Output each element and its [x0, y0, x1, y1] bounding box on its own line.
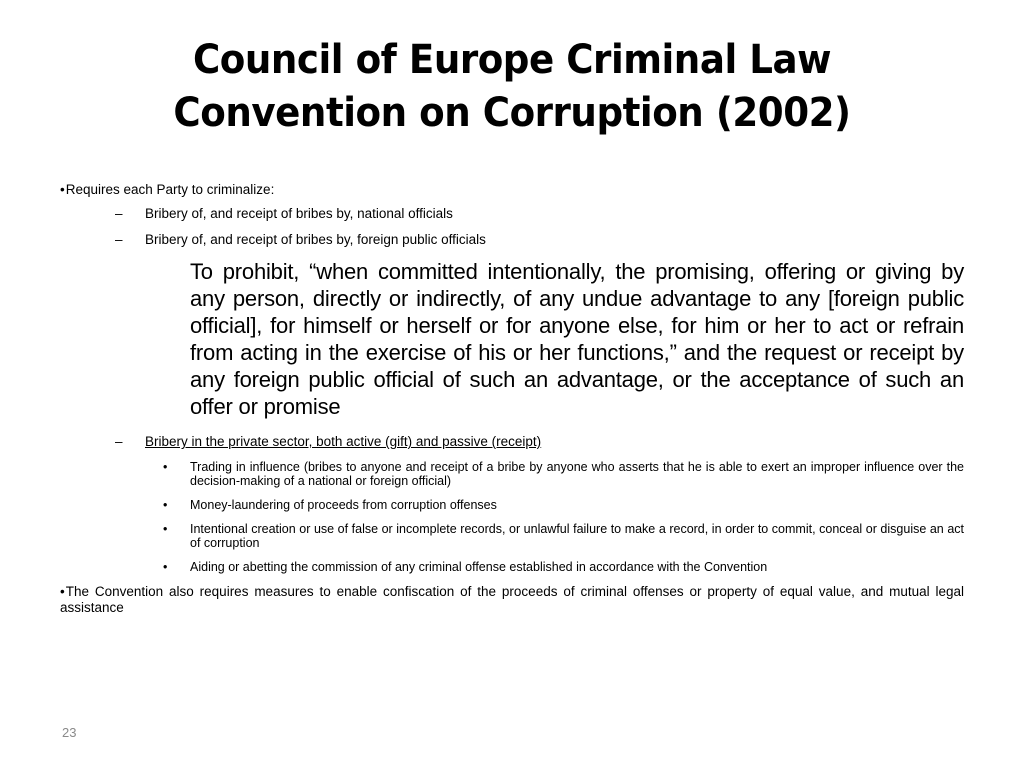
- nested-item-text: Money-laundering of proceeds from corruption offenses: [190, 498, 497, 512]
- dash-marker: –: [115, 434, 123, 449]
- page-number: 23: [62, 725, 77, 740]
- nested-item: [60, 522, 964, 550]
- bullet-closing: [60, 584, 964, 616]
- bullet-marker: •: [60, 584, 65, 599]
- sub-item-text: Bribery of, and receipt of bribes by, foreign public officials: [145, 232, 486, 247]
- bullet-marker: •: [163, 498, 168, 512]
- sub-item-text: Bribery in the private sector, both active (gift) and passive (receipt): [145, 434, 542, 449]
- nested-item: [60, 498, 964, 512]
- nested-item: [60, 560, 964, 574]
- bullet-marker: •: [60, 182, 65, 197]
- dash-marker: –: [115, 206, 123, 221]
- bullet-closing-text: The Convention also requires measures to enable confiscation of the proceeds of criminal offenses or property of equal value, and mutual legal assistance: [60, 584, 964, 615]
- sub-item: [60, 232, 964, 248]
- convention-quote: To prohibit, “when committed intentionally, the promising, offering or giving by any person, directly or indirectly, of any undue advantage to any [foreign public official], for himself or herself or for anyone else, for him or her to act or refrain from acting in the exercise of his or her functions,” and the request or receipt by any foreign public official of such an advantage, or the acceptance of such an offer or promise: [190, 259, 964, 419]
- bullet-intro-text: Requires each Party to criminalize:: [65, 182, 275, 197]
- bullet-marker: •: [163, 522, 168, 536]
- nested-item: [60, 460, 964, 488]
- nested-item-text: Aiding or abetting the commission of any criminal offense established in accordance with the Convention: [190, 560, 768, 574]
- bullet-intro: [60, 182, 964, 198]
- sub-item: [60, 206, 964, 222]
- slide-title: [92, 34, 933, 140]
- title-line-1: Council of Europe Criminal Law: [192, 37, 832, 83]
- bullet-marker: •: [163, 560, 168, 574]
- dash-marker: –: [115, 232, 123, 247]
- title-line-2: Convention on Corruption (2002): [173, 90, 851, 136]
- sub-item-private-sector: [60, 434, 964, 450]
- sub-item-text: Bribery of, and receipt of bribes by, national officials: [145, 206, 453, 221]
- bullet-marker: •: [163, 460, 168, 474]
- nested-item-text: Trading in influence (bribes to anyone and receipt of a bribe by anyone who asserts that he is able to exert an improper influence over the decision-making of a national or foreign official): [190, 460, 964, 488]
- nested-item-text: Intentional creation or use of false or incomplete records, or unlawful failure to make a record, in order to commit, conceal or disguise an act of corruption: [190, 522, 964, 550]
- slide-body: [60, 182, 964, 624]
